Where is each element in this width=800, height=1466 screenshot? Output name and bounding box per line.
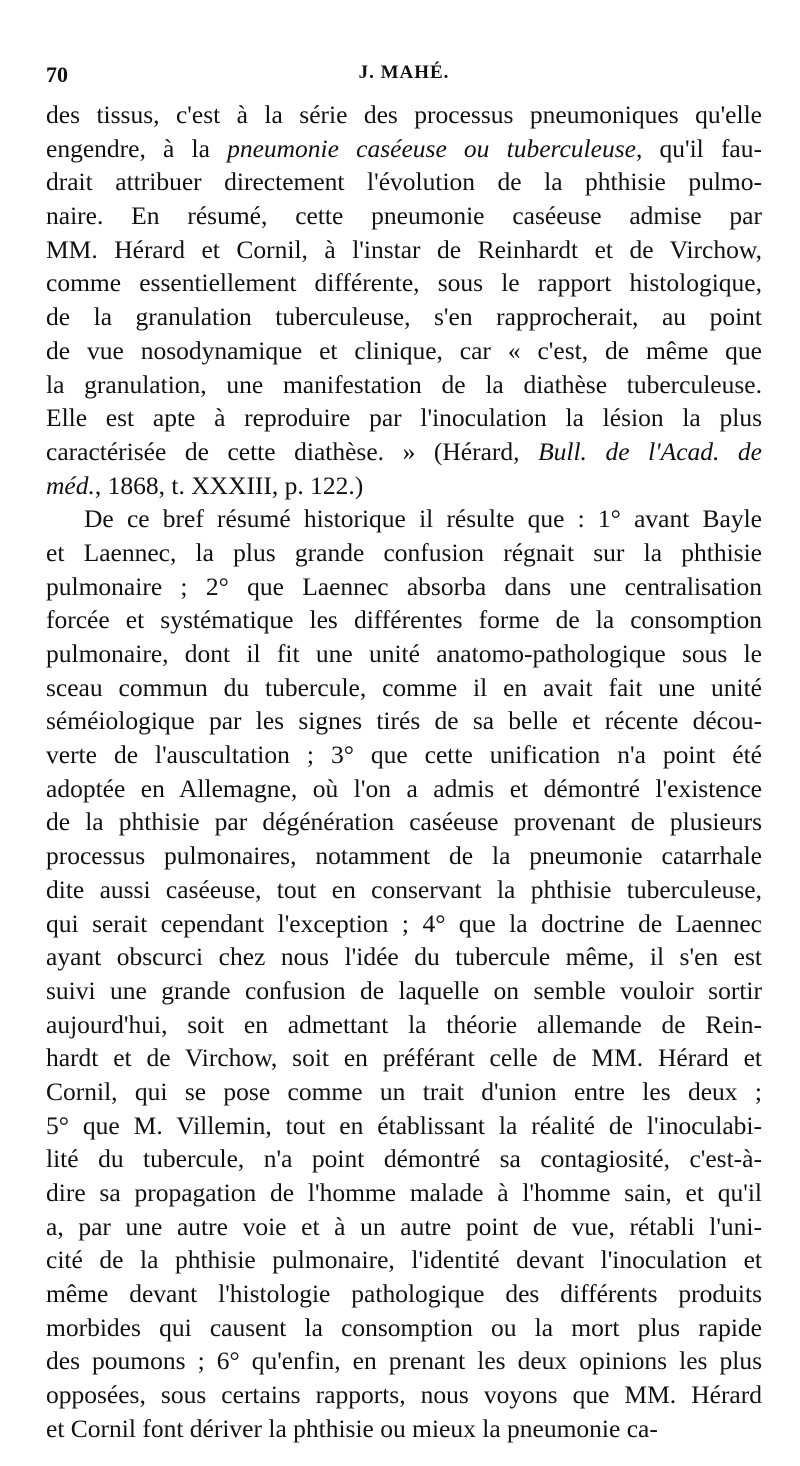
text-line: comme essentiellement différente, sous le rapport histologique, <box>46 268 762 298</box>
text-line: lité du tubercule, n'a point démontré sa contagiosité, c'est-à- <box>46 1144 762 1174</box>
text-line: qui serait cependant l'exception ; 4° que la doctrine de Laennec <box>46 908 762 938</box>
text-line: naire. En résumé, cette pneumonie caséeuse admise par <box>46 201 762 231</box>
text-line: 5° que M. Villemin, tout en établissant la réalité de l'inoculabi- <box>46 1110 762 1140</box>
text-line: de la granulation tuberculeuse, s'en rapprocherait, au point <box>46 302 762 332</box>
text-line: de la phthisie par dégénération caséeuse provenant de plusieurs <box>46 807 762 837</box>
text-line: dire sa propagation de l'homme malade à l'homme sain, et qu'il <box>46 1178 762 1207</box>
text-line: séméiologique par les signes tirés de sa belle et récente décou- <box>46 706 762 736</box>
text-line: même devant l'histologie pathologique des différents produits <box>46 1279 762 1309</box>
text-line: forcée et systématique les différentes forme de la consomption <box>46 605 762 635</box>
text-line: aujourd'hui, soit en admettant la théorie allemande de Rein- <box>46 1009 762 1039</box>
page-header <box>46 62 762 92</box>
text-line: Cornil, qui se pose comme un trait d'union entre les deux ; <box>46 1076 762 1106</box>
text-line: des tissus, c'est à la série des processus pneumoniques qu'elle <box>46 100 762 129</box>
text-line: dite aussi caséeuse, tout en conservant la phthisie tuberculeuse, <box>46 874 762 904</box>
text-line: pulmonaire ; 2° que Laennec absorba dans une centralisation <box>46 571 762 601</box>
text-line: et Cornil font dériver la phthisie ou mieux la pneumonie ca- <box>46 1413 658 1443</box>
text-line: opposées, sous certains rapports, nous voyons que MM. Hérard <box>46 1380 762 1410</box>
italic-text: méd. <box>46 470 95 500</box>
text-line: méd., 1868, t. XXXIII, p. 122.) <box>46 470 364 500</box>
text-line: sceau commun du tubercule, comme il en avait fait une unité <box>46 672 762 702</box>
text-line: pulmonaire, dont il fit une unité anatomo-pathologique sous le <box>46 639 762 668</box>
text-line: cité de la phthisie pulmonaire, l'identité devant l'inoculation et <box>46 1245 762 1275</box>
text-line: Elle est apte à reproduire par l'inoculation la lésion la plus <box>46 403 762 433</box>
text-line: a, par une autre voie et à un autre point de vue, rétabli l'uni- <box>46 1211 762 1241</box>
body-text <box>46 98 762 1446</box>
text-line: ayant obscurci chez nous l'idée du tubercule même, il s'en est <box>46 942 762 972</box>
text-line: hardt et de Virchow, soit en préférant celle de MM. Hérard et <box>46 1043 762 1073</box>
text-line: des poumons ; 6° qu'enfin, en prenant les deux opinions les plus <box>46 1346 762 1376</box>
text-line: De ce bref résumé historique il résulte que : 1° avant Bayle <box>84 504 762 534</box>
text-line: caractérisée de cette diathèse. » (Hérard, Bull. de l'Acad. de <box>46 436 762 466</box>
italic-text: Bull. de l'Acad. de <box>538 436 762 466</box>
text-line: morbides qui causent la consomption ou la mort plus rapide <box>46 1312 762 1342</box>
page-number: 70 <box>46 62 68 87</box>
italic-text: pneumonie caséeuse ou tuberculeuse <box>227 133 636 163</box>
text-line: verte de l'auscultation ; 3° que cette unification n'a point été <box>46 740 762 770</box>
text-line: de vue nosodynamique et clinique, car « c'est, de même que <box>46 335 762 365</box>
text-line: la granulation, une manifestation de la diathèse tuberculeuse. <box>46 369 762 399</box>
text-line: suivi une grande confusion de laquelle on semble vouloir sortir <box>46 975 762 1005</box>
text-line: drait attribuer directement l'évolution de la phthisie pulmo- <box>46 167 762 197</box>
text-line: MM. Hérard et Cornil, à l'instar de Reinhardt et de Virchow, <box>46 234 762 264</box>
text-line: engendre, à la pneumonie caséeuse ou tuberculeuse, qu'il fau- <box>46 133 762 163</box>
text-line: adoptée en Allemagne, où l'on a admis et démontré l'existence <box>46 773 762 803</box>
running-head: J. MAHÉ. <box>358 62 450 83</box>
text-line: et Laennec, la plus grande confusion régnait sur la phthisie <box>46 537 762 567</box>
text-line: processus pulmonaires, notamment de la pneumonie catarrhale <box>46 841 762 871</box>
